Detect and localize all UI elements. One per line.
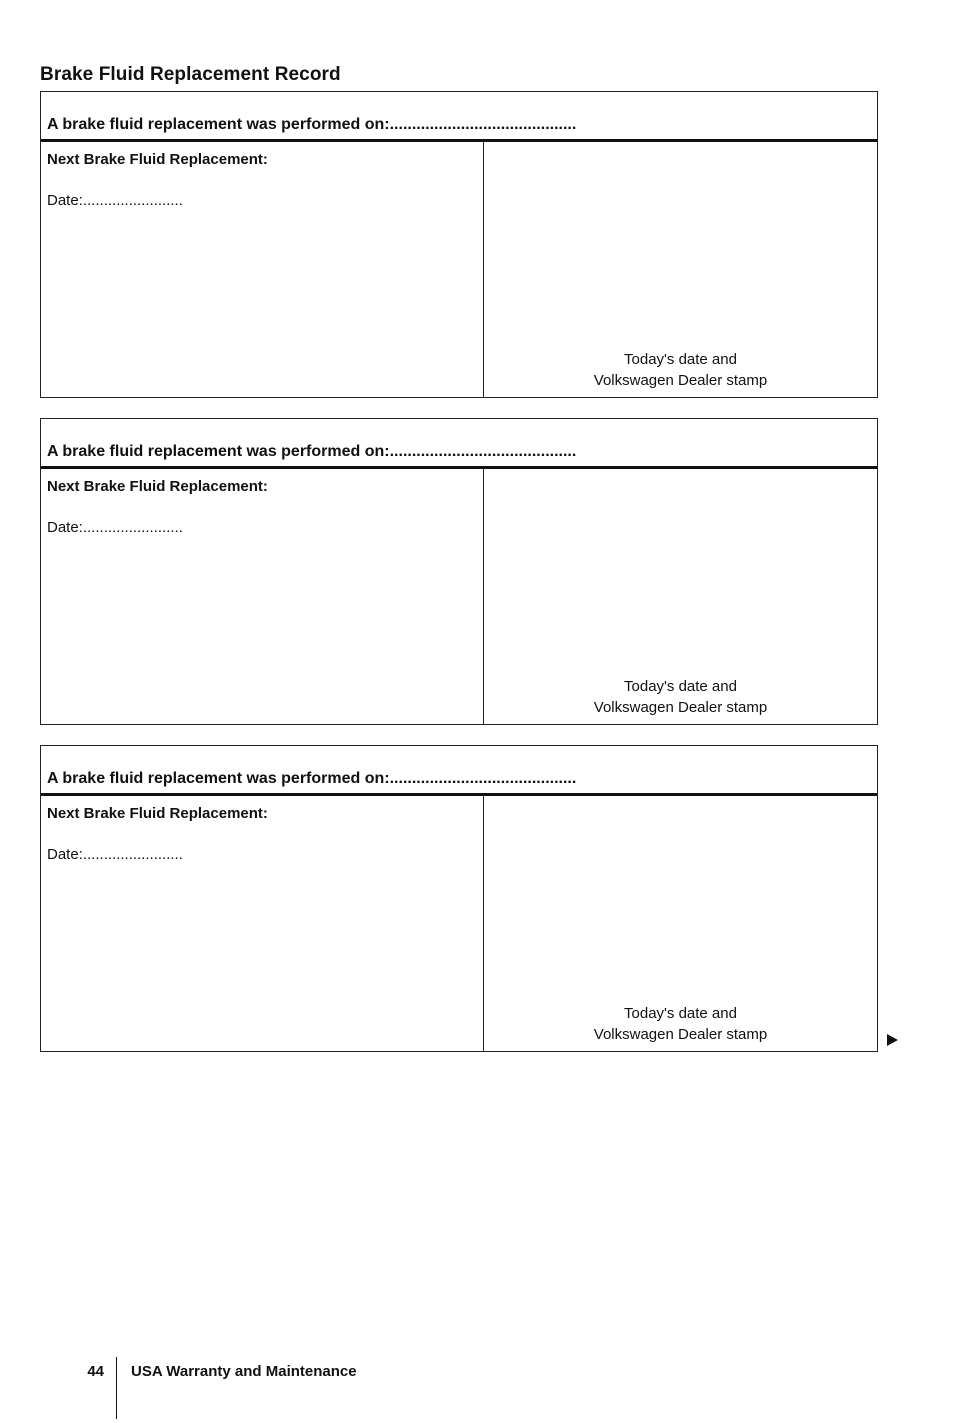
date-field: Date:........................ <box>47 519 183 536</box>
performed-on-label: A brake fluid replacement was performed on:.......................................... <box>47 443 577 460</box>
page-title: Brake Fluid Replacement Record <box>40 64 341 85</box>
record-header <box>41 746 877 796</box>
stamp-label-line-1: Today's date and <box>624 678 737 695</box>
date-field: Date:........................ <box>47 846 183 863</box>
stamp-label-line-2: Volkswagen Dealer stamp <box>593 699 768 716</box>
dealer-stamp-cell <box>484 469 877 724</box>
stamp-label-line-2: Volkswagen Dealer stamp <box>593 372 768 389</box>
stamp-label <box>484 1003 877 1045</box>
record-header <box>41 92 877 142</box>
brake-fluid-record-1 <box>40 91 878 398</box>
next-replacement-label: Next Brake Fluid Replacement: <box>47 805 268 822</box>
next-replacement-label: Next Brake Fluid Replacement: <box>47 478 268 495</box>
date-field: Date:........................ <box>47 192 183 209</box>
stamp-label-line-1: Today's date and <box>624 1005 737 1022</box>
brake-fluid-record-3 <box>40 745 878 1052</box>
next-replacement-label: Next Brake Fluid Replacement: <box>47 151 268 168</box>
dealer-stamp-cell <box>484 796 877 1051</box>
continue-arrow-icon <box>887 1034 898 1046</box>
footer-divider <box>116 1357 117 1419</box>
page-number: 44 <box>87 1363 104 1380</box>
footer-title: USA Warranty and Maintenance <box>131 1363 357 1380</box>
next-replacement-cell <box>41 796 484 1051</box>
stamp-label-line-2: Volkswagen Dealer stamp <box>593 1026 768 1043</box>
performed-on-label: A brake fluid replacement was performed on:.......................................... <box>47 116 577 133</box>
record-header <box>41 419 877 469</box>
stamp-label <box>484 676 877 718</box>
performed-on-label: A brake fluid replacement was performed on:.......................................... <box>47 770 577 787</box>
brake-fluid-record-2 <box>40 418 878 725</box>
dealer-stamp-cell <box>484 142 877 397</box>
next-replacement-cell <box>41 469 484 724</box>
next-replacement-cell <box>41 142 484 397</box>
stamp-label-line-1: Today's date and <box>624 351 737 368</box>
stamp-label <box>484 349 877 391</box>
